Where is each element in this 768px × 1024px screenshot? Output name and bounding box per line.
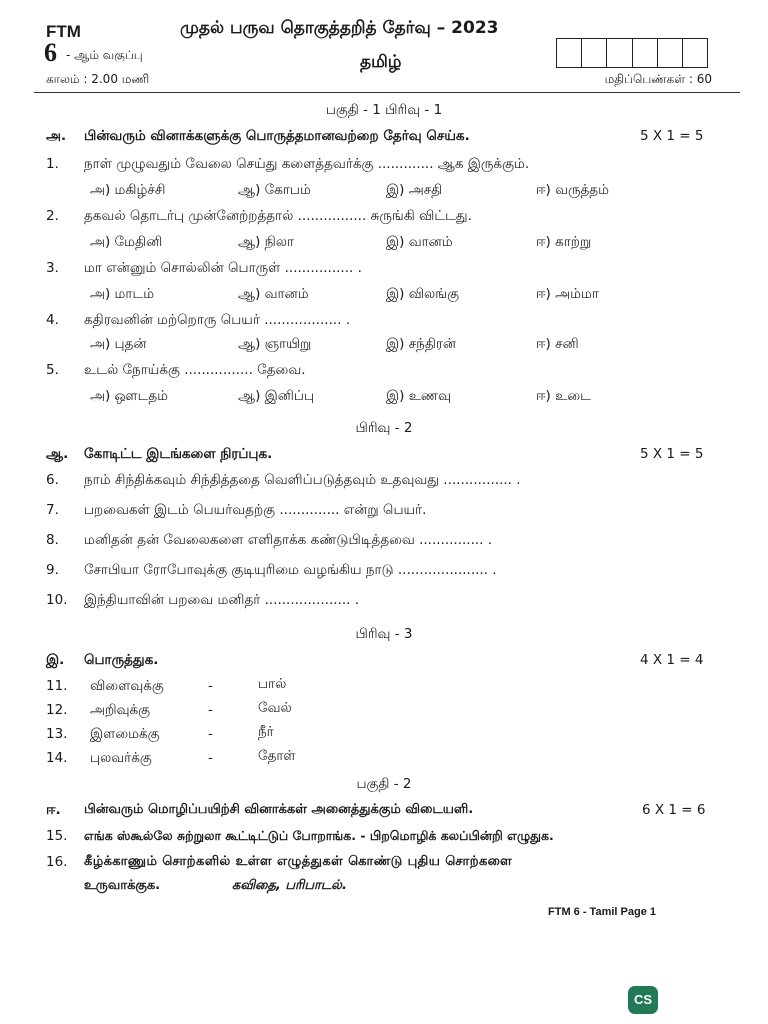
option-a: அ) மேதினி xyxy=(90,234,163,250)
exam-code: FTM xyxy=(46,22,81,41)
match-right: பால் xyxy=(258,676,287,692)
match-number: 11. xyxy=(46,678,68,694)
option-c: இ) அசதி xyxy=(386,182,443,198)
exam-duration: காலம் : 2.00 மணி xyxy=(46,72,150,86)
question-text: கீழ்க்காணும் சொற்களில் உள்ள எழுத்துகள் கொண்டு புதிய சொற்களை xyxy=(84,854,513,869)
option-b: ஆ) இனிப்பு xyxy=(238,388,315,404)
grade-label: - ஆம் வகுப்பு xyxy=(66,48,143,62)
section4-marks: 6 X 1 = 6 xyxy=(642,802,706,818)
question-text: தகவல் தொடர்பு முன்னேற்றத்தால் ................ சுருங்கி விட்டது. xyxy=(84,208,472,224)
section4-instruction: பின்வரும் மொழிப்பயிற்சி வினாக்கள் அனைத்துக்கும் விடையளி. xyxy=(84,802,474,817)
match-left: புலவர்க்கு xyxy=(90,750,152,766)
question-text-continued: உருவாக்குக. xyxy=(84,878,161,893)
match-number: 13. xyxy=(46,726,68,742)
subject-title: தமிழ் xyxy=(360,52,402,72)
match-dash: - xyxy=(208,726,213,742)
q16-words: கவிதை, பரிபாடல். xyxy=(232,878,347,893)
question-number: 7. xyxy=(46,502,59,518)
option-c: இ) சந்திரன் xyxy=(386,336,456,352)
question-number: 6. xyxy=(46,472,59,488)
question-text: கதிரவனின் மற்றொரு பெயர் .................. . xyxy=(84,312,351,328)
match-right: தோள் xyxy=(258,748,296,764)
question-number: 1. xyxy=(46,156,59,172)
register-cell xyxy=(683,39,707,67)
section1-instruction: பின்வரும் வினாக்களுக்கு பொருத்தமானவற்றை தேர்வு செய்க. xyxy=(84,128,470,144)
match-number: 14. xyxy=(46,750,68,766)
match-left: இளமைக்கு xyxy=(90,726,160,742)
match-dash: - xyxy=(208,678,213,694)
section2-marks: 5 X 1 = 5 xyxy=(640,446,704,462)
option-b: ஆ) ஞாயிறு xyxy=(238,336,312,352)
match-right: நீர் xyxy=(258,724,274,740)
question-text: மா என்னும் சொல்லின் பொருள் ................ . xyxy=(84,260,362,276)
section2-heading: பிரிவு - 2 xyxy=(355,420,413,436)
question-number: 4. xyxy=(46,312,59,328)
question-text: இந்தியாவின் பறவை மனிதர் .................... . xyxy=(84,592,360,608)
option-c: இ) வானம் xyxy=(386,234,453,250)
header-divider xyxy=(34,92,740,93)
section3-marks: 4 X 1 = 4 xyxy=(640,652,704,668)
page-footer: FTM 6 - Tamil Page 1 xyxy=(548,906,656,918)
option-d: ஈ) உடை xyxy=(536,388,591,404)
question-number: 5. xyxy=(46,362,59,378)
option-b: ஆ) நிலா xyxy=(238,234,295,250)
option-b: ஆ) கோபம் xyxy=(238,182,311,198)
match-dash: - xyxy=(208,750,213,766)
question-number: 3. xyxy=(46,260,59,276)
section3-label: இ. xyxy=(46,652,65,668)
question-text: மனிதன் தன் வேலைகளை எளிதாக்க கண்டுபிடித்தவை ............... . xyxy=(84,532,493,548)
question-number: 10. xyxy=(46,592,68,608)
question-text: எங்க ஸ்கூல்லே சுற்றுலா கூட்டிட்டுப் போறாங்க. - பிறமொழிக் கலப்பின்றி எழுதுக. xyxy=(84,828,554,843)
section3-instruction: பொருத்துக. xyxy=(84,652,159,668)
option-a: அ) புதன் xyxy=(90,336,147,352)
option-d: ஈ) அம்மா xyxy=(536,286,599,302)
register-number-box xyxy=(556,38,708,68)
question-text: நாம் சிந்திக்கவும் சிந்தித்ததை வெளிப்படுத்தவும் உதவுவது ................ . xyxy=(84,472,521,488)
option-a: அ) ஔடதம் xyxy=(90,388,168,404)
question-number: 15. xyxy=(46,828,68,844)
question-text: நாள் முழுவதும் வேலை செய்து களைத்தவர்க்கு ............. ஆக இருக்கும். xyxy=(84,156,530,172)
option-b: ஆ) வானம் xyxy=(238,286,309,302)
question-text: பறவைகள் இடம் பெயர்வதற்கு .............. என்று பெயர். xyxy=(84,502,427,518)
section1-heading: பகுதி - 1 பிரிவு - 1 xyxy=(325,102,443,118)
section1-marks: 5 X 1 = 5 xyxy=(640,128,704,144)
section3-heading: பிரிவு - 3 xyxy=(355,626,413,642)
option-d: ஈ) காற்று xyxy=(536,234,592,250)
option-c: இ) உணவு xyxy=(386,388,452,404)
max-marks: மதிப்பெண்கள் : 60 xyxy=(604,72,712,86)
match-number: 12. xyxy=(46,702,68,718)
match-dash: - xyxy=(208,702,213,718)
register-cell xyxy=(557,39,582,67)
section2-label: ஆ. xyxy=(46,446,69,462)
question-number: 2. xyxy=(46,208,59,224)
question-text: உடல் நோய்க்கு ................ தேவை. xyxy=(84,362,306,378)
question-number: 16. xyxy=(46,854,68,870)
option-a: அ) மாடம் xyxy=(90,286,155,302)
scanner-badge: CS xyxy=(628,986,658,1014)
option-d: ஈ) சனி xyxy=(536,336,579,352)
register-cell xyxy=(582,39,607,67)
register-cell xyxy=(658,39,683,67)
match-left: அறிவுக்கு xyxy=(90,702,151,718)
question-number: 9. xyxy=(46,562,59,578)
section1-label: அ. xyxy=(46,128,67,144)
section4-label: ஈ. xyxy=(46,802,61,818)
option-c: இ) விலங்கு xyxy=(386,286,459,302)
match-left: விளைவுக்கு xyxy=(90,678,164,694)
option-a: அ) மகிழ்ச்சி xyxy=(90,182,166,198)
question-number: 8. xyxy=(46,532,59,548)
exam-title: முதல் பருவ தொகுத்தறித் தேர்வு – 2023 xyxy=(180,18,499,38)
section2-instruction: கோடிட்ட இடங்களை நிரப்புக. xyxy=(84,446,273,462)
question-text: சோபியா ரோபோவுக்கு குடியுரிமை வழங்கிய நாடு ..................... . xyxy=(84,562,497,578)
grade-number: 6 xyxy=(44,38,57,67)
register-cell xyxy=(607,39,632,67)
section4-heading: பகுதி - 2 xyxy=(356,776,412,792)
register-cell xyxy=(633,39,658,67)
match-right: வேல் xyxy=(258,700,292,716)
option-d: ஈ) வருத்தம் xyxy=(536,182,609,198)
